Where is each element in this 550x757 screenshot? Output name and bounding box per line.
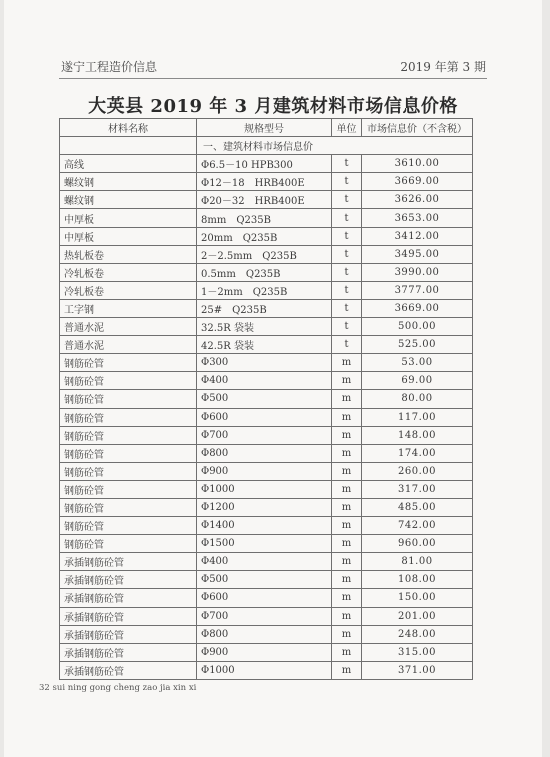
table-row [60,336,473,354]
cell-unit: t [332,155,362,173]
cell-material-name: 高线 [60,155,197,173]
cell-unit: t [332,191,362,209]
section-label: 一、建筑材料市场信息价 [197,137,473,155]
table-row [60,517,473,535]
table-row [60,372,473,390]
cell-unit: m [332,661,362,679]
table-row [60,299,473,317]
cell-material-name: 钢筋砼管 [60,462,197,480]
cell-material-name: 承插钢筋砼管 [60,571,197,589]
page-footer: 32 sui ning gong cheng zao jia xin xi [39,683,197,693]
cell-spec: 25# Q235B [197,299,332,317]
cell-spec: Φ400 [197,372,332,390]
table-header-row [60,119,473,137]
cell-price: 500.00 [362,318,473,336]
cell-unit: t [332,227,362,245]
table-row [60,480,473,498]
cell-price: 248.00 [362,625,473,643]
cell-price: 3626.00 [362,191,473,209]
table-row [60,318,473,336]
cell-spec: Φ1000 [197,661,332,679]
cell-price: 3669.00 [362,299,473,317]
table-row [60,589,473,607]
table-row [60,245,473,263]
cell-unit: m [332,643,362,661]
cell-spec: Φ600 [197,408,332,426]
cell-unit: m [332,535,362,553]
cell-spec: 0.5mm Q235B [197,263,332,281]
cell-material-name: 中厚板 [60,227,197,245]
cell-price: 3990.00 [362,263,473,281]
table-row [60,408,473,426]
cell-price: 53.00 [362,354,473,372]
cell-unit: t [332,318,362,336]
table-row [60,535,473,553]
cell-price: 3412.00 [362,227,473,245]
cell-unit: m [332,408,362,426]
cell-unit: m [332,444,362,462]
cell-unit: m [332,480,362,498]
cell-spec: Φ1200 [197,498,332,516]
cell-material-name: 普通水泥 [60,336,197,354]
cell-price: 150.00 [362,589,473,607]
cell-spec: Φ20－32 HRB400E [197,191,332,209]
table-row [60,498,473,516]
cell-spec: Φ800 [197,444,332,462]
cell-price: 69.00 [362,372,473,390]
cell-price: 3777.00 [362,281,473,299]
header-divider [59,78,487,79]
cell-spec: Φ1000 [197,480,332,498]
cell-price: 3653.00 [362,209,473,227]
cell-spec: Φ700 [197,607,332,625]
table-row [60,625,473,643]
cell-material-name: 钢筋砼管 [60,372,197,390]
cell-spec: 2－2.5mm Q235B [197,245,332,263]
cell-material-name: 冷轧板卷 [60,263,197,281]
cell-price: 3610.00 [362,155,473,173]
cell-unit: m [332,571,362,589]
column-header-price: 市场信息价（不含税） [362,119,473,137]
cell-unit: t [332,336,362,354]
document-page [4,0,542,757]
cell-price: 148.00 [362,426,473,444]
cell-spec: Φ500 [197,390,332,408]
cell-price: 317.00 [362,480,473,498]
cell-unit: m [332,498,362,516]
cell-price: 80.00 [362,390,473,408]
cell-material-name: 钢筋砼管 [60,480,197,498]
cell-price: 960.00 [362,535,473,553]
cell-spec: Φ800 [197,625,332,643]
cell-spec: 1－2mm Q235B [197,281,332,299]
cell-material-name: 普通水泥 [60,318,197,336]
cell-price: 371.00 [362,661,473,679]
table-row [60,227,473,245]
cell-spec: 32.5R 袋装 [197,318,332,336]
cell-unit: m [332,390,362,408]
cell-material-name: 钢筋砼管 [60,390,197,408]
table-row [60,571,473,589]
cell-unit: m [332,589,362,607]
cell-price: 108.00 [362,571,473,589]
cell-price: 117.00 [362,408,473,426]
cell-material-name: 承插钢筋砼管 [60,643,197,661]
cell-unit: t [332,245,362,263]
cell-price: 3495.00 [362,245,473,263]
cell-price: 315.00 [362,643,473,661]
table-row [60,607,473,625]
cell-unit: t [332,209,362,227]
cell-spec: Φ300 [197,354,332,372]
column-header-unit: 单位 [332,119,362,137]
cell-unit: t [332,173,362,191]
column-header-spec: 规格型号 [197,119,332,137]
cell-price: 201.00 [362,607,473,625]
cell-price: 174.00 [362,444,473,462]
page-title: 大英县 2019 年 3 月建筑材料市场信息价格 [88,96,458,117]
cell-price: 742.00 [362,517,473,535]
cell-material-name: 承插钢筋砼管 [60,553,197,571]
cell-price: 3669.00 [362,173,473,191]
cell-material-name: 承插钢筋砼管 [60,589,197,607]
cell-material-name: 钢筋砼管 [60,498,197,516]
cell-spec: Φ400 [197,553,332,571]
table-row [60,553,473,571]
journal-name: 遂宁工程造价信息 [61,60,158,74]
column-header-name: 材料名称 [60,119,197,137]
cell-spec: Φ700 [197,426,332,444]
table-row [60,426,473,444]
cell-unit: t [332,281,362,299]
cell-price: 485.00 [362,498,473,516]
table-row [60,191,473,209]
cell-spec: 42.5R 袋装 [197,336,332,354]
cell-unit: t [332,299,362,317]
cell-material-name: 冷轧板卷 [60,281,197,299]
cell-spec: Φ600 [197,589,332,607]
issue-label: 2019 年第 3 期 [400,60,486,74]
cell-spec: 8mm Q235B [197,209,332,227]
cell-spec: Φ1400 [197,517,332,535]
cell-material-name: 钢筋砼管 [60,517,197,535]
table-row [60,444,473,462]
table-row [60,462,473,480]
section-label-blank [60,137,197,155]
table-row [60,263,473,281]
cell-material-name: 工字钢 [60,299,197,317]
cell-spec: Φ1500 [197,535,332,553]
cell-material-name: 钢筋砼管 [60,408,197,426]
cell-unit: m [332,607,362,625]
section-row [60,137,473,155]
cell-unit: m [332,553,362,571]
table-row [60,390,473,408]
cell-price: 525.00 [362,336,473,354]
cell-spec: Φ900 [197,643,332,661]
cell-price: 81.00 [362,553,473,571]
cell-spec: Φ12－18 HRB400E [197,173,332,191]
cell-material-name: 钢筋砼管 [60,354,197,372]
price-table [59,118,473,680]
table-row [60,281,473,299]
cell-price: 260.00 [362,462,473,480]
cell-material-name: 螺纹钢 [60,191,197,209]
cell-material-name: 中厚板 [60,209,197,227]
cell-spec: Φ900 [197,462,332,480]
cell-unit: m [332,426,362,444]
cell-unit: m [332,462,362,480]
cell-material-name: 承插钢筋砼管 [60,607,197,625]
cell-material-name: 钢筋砼管 [60,535,197,553]
cell-unit: m [332,372,362,390]
cell-material-name: 螺纹钢 [60,173,197,191]
table-row [60,643,473,661]
cell-spec: Φ500 [197,571,332,589]
cell-spec: Φ6.5－10 HPB300 [197,155,332,173]
cell-material-name: 钢筋砼管 [60,444,197,462]
cell-material-name: 钢筋砼管 [60,426,197,444]
running-header [61,55,486,75]
cell-material-name: 承插钢筋砼管 [60,625,197,643]
table-row [60,209,473,227]
cell-material-name: 热轧板卷 [60,245,197,263]
cell-unit: m [332,354,362,372]
table-row [60,661,473,679]
table-row [60,173,473,191]
cell-unit: t [332,263,362,281]
cell-unit: m [332,625,362,643]
table-row [60,155,473,173]
cell-material-name: 承插钢筋砼管 [60,661,197,679]
cell-spec: 20mm Q235B [197,227,332,245]
cell-unit: m [332,517,362,535]
table-row [60,354,473,372]
